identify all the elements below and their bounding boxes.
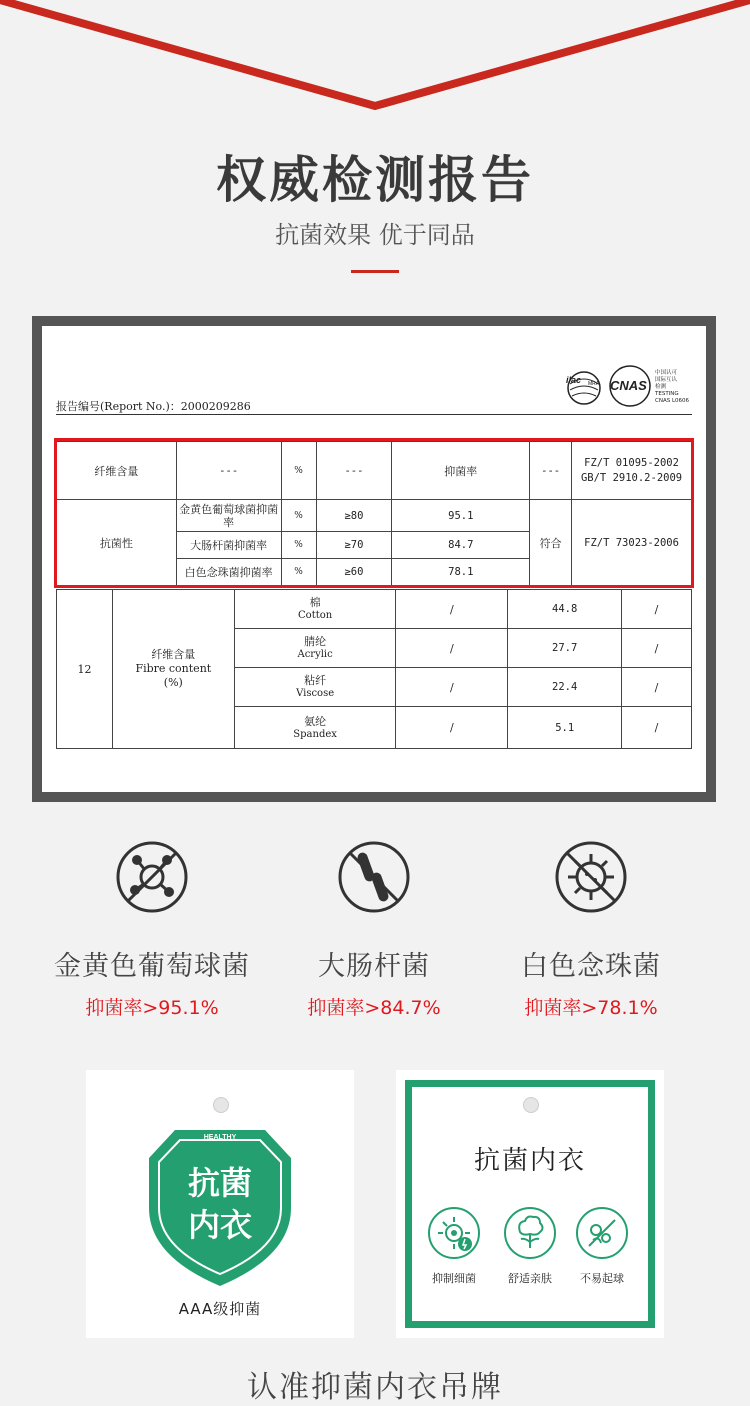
cell: / xyxy=(396,707,508,749)
tag-title: 抗菌内衣 xyxy=(473,1146,586,1176)
cell-fibre: 腈纶 Acrylic xyxy=(234,629,396,668)
mra-text: MRA xyxy=(588,381,600,387)
tag-hole xyxy=(523,1097,539,1113)
cell-unit: % xyxy=(281,532,316,559)
page-title: 权威检测报告 xyxy=(216,151,534,209)
bacteria-card xyxy=(264,840,484,1020)
feature-item xyxy=(567,1206,637,1286)
cell: / xyxy=(396,668,508,707)
cell: / xyxy=(396,590,508,629)
cell-test-name: 白色念珠菌抑菌率 xyxy=(176,559,281,586)
cnas-text: CNAS xyxy=(610,378,647,393)
page-subtitle: 抗菌效果 优于同品 xyxy=(275,221,475,249)
candida-icon xyxy=(554,840,628,914)
badge-line1: 抗菌 xyxy=(187,1164,253,1202)
cell-unit: % xyxy=(281,500,316,532)
bacteria-rate: 抑菌率>84.7% xyxy=(307,997,441,1019)
cell-index: 12 xyxy=(57,590,113,749)
cell: / xyxy=(622,668,692,707)
cell-fibre: 棉 Cotton xyxy=(234,590,396,629)
feature-label: 抑制细菌 xyxy=(432,1272,476,1285)
cell-requirement: ≥60 xyxy=(316,559,392,586)
cell-unit: % xyxy=(281,559,316,586)
cotton-icon xyxy=(503,1206,557,1260)
fibre-content-table xyxy=(56,589,692,749)
cell: / xyxy=(622,707,692,749)
title-divider xyxy=(351,270,399,273)
cell-metric: 抑菌率 xyxy=(392,442,530,500)
bacteria-name: 大肠杆菌 xyxy=(318,951,430,982)
ilac-text: ilac xyxy=(566,375,582,385)
cell: / xyxy=(396,629,508,668)
cell: / xyxy=(622,590,692,629)
cell-value: 84.7 xyxy=(392,532,530,559)
bacteria-card xyxy=(481,840,701,1020)
highlight-box xyxy=(54,438,694,588)
badge-line2: 内衣 xyxy=(187,1206,253,1244)
cell-value: 78.1 xyxy=(392,559,530,586)
bacteria-card xyxy=(42,840,262,1020)
cell-fibre: 氨纶 Spandex xyxy=(234,707,396,749)
cnas-description: 中国认可 国际互认 检测 TESTING CNAS L0606 xyxy=(655,370,690,404)
cell-value: 5.1 xyxy=(508,707,622,749)
cell: / xyxy=(622,629,692,668)
report-number: 报告编号(Report No.)：2000209286 xyxy=(56,400,251,413)
bacteria-name: 白色念珠菌 xyxy=(521,951,661,982)
footer-title: 认准抑菌内衣吊牌 xyxy=(247,1370,503,1405)
cell-value: 95.1 xyxy=(392,500,530,532)
cell-value: 27.7 xyxy=(508,629,622,668)
bacteria-rate: 抑菌率>95.1% xyxy=(85,997,219,1019)
cnas-logo xyxy=(606,360,654,408)
tag-caption: AAA级抑菌 xyxy=(178,1300,262,1318)
ilac-mra-logo xyxy=(564,360,604,408)
table-row xyxy=(57,590,692,629)
cell-test-name: 金黄色葡萄球菌抑菌率 xyxy=(176,500,281,532)
cell-unit: % xyxy=(281,442,316,500)
cell-requirement: ≥80 xyxy=(316,500,392,532)
cell-fibre: 粘纤 Viscose xyxy=(234,668,396,707)
cell-verdict: 符合 xyxy=(530,500,572,586)
cell-standard: FZ/T 73023-2006 xyxy=(572,500,692,586)
cell-value: 22.4 xyxy=(508,668,622,707)
cell: --- xyxy=(530,442,572,500)
tag-border xyxy=(405,1080,655,1328)
cell-item: 抗菌性 xyxy=(57,500,177,586)
anti-pilling-icon xyxy=(575,1206,629,1260)
bacteria-name: 金黄色葡萄球菌 xyxy=(54,951,250,982)
staphylococcus-icon xyxy=(115,840,189,914)
cell: --- xyxy=(316,442,392,500)
tag-hole xyxy=(213,1097,229,1113)
bacteria-rate: 抑菌率>78.1% xyxy=(524,997,658,1019)
cell-standard: FZ/T 01095-2002 GB/T 2910.2-2009 xyxy=(572,442,692,500)
report-divider xyxy=(56,414,692,415)
cell-item: 纤维含量 xyxy=(57,442,177,500)
antibacterial-icon xyxy=(427,1206,481,1260)
cell-requirement: ≥70 xyxy=(316,532,392,559)
feature-item xyxy=(419,1206,489,1286)
cell: --- xyxy=(176,442,281,500)
cell-item: 纤维含量 Fibre content (%) xyxy=(112,590,234,749)
cell-test-name: 大肠杆菌抑菌率 xyxy=(176,532,281,559)
feature-item xyxy=(495,1206,565,1286)
healthy-shield-badge xyxy=(147,1128,293,1288)
feature-label: 舒适亲肤 xyxy=(508,1272,552,1285)
e-coli-icon xyxy=(337,840,411,914)
cell-value: 44.8 xyxy=(508,590,622,629)
feature-label: 不易起球 xyxy=(580,1272,624,1285)
header-chevron xyxy=(0,0,750,120)
badge-top-text: HEALTHY xyxy=(203,1134,237,1141)
